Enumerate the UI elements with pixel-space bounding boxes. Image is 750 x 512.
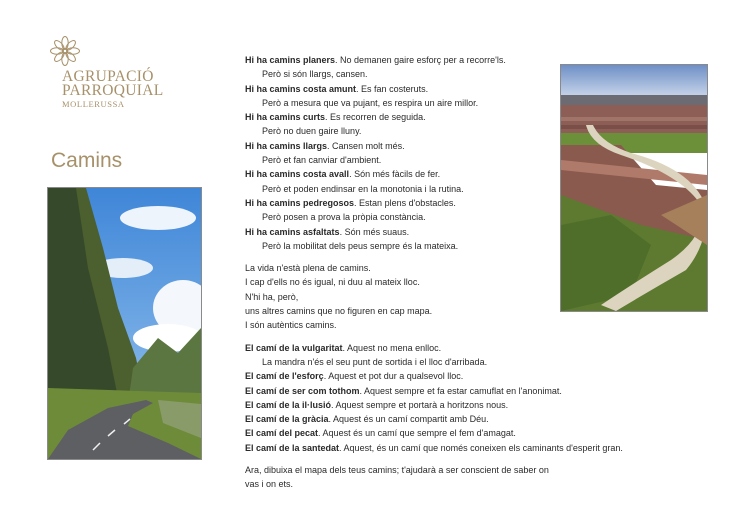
cami-item-title: El camí de ser com tothom xyxy=(245,385,360,396)
cami-description: . Es recorren de seguida. xyxy=(325,112,426,123)
cami-subline: Però posen a prova la pròpia constància. xyxy=(262,212,426,223)
cami-subline: Però a mesura que va pujant, es respira un aire millor. xyxy=(262,97,479,108)
cami-list xyxy=(245,341,623,455)
cami-prefix: Hi ha camins xyxy=(245,55,304,65)
cami-item-text: . Aquest és un camí que sempre el fem d'amagat. xyxy=(318,428,516,439)
cami-prefix: Hi ha camins xyxy=(245,169,304,180)
logo-line-1: AGRUPACIÓ xyxy=(62,68,154,85)
cami-description: . Cansen molt més. xyxy=(327,140,405,151)
cami-keyword: pedregosos xyxy=(303,197,355,208)
cami-subline: Però la mobilitat dels peus sempre és la mateixa. xyxy=(262,240,459,251)
logo xyxy=(48,34,168,109)
cami-item-text: . Aquest et pot dur a qualsevol lloc. xyxy=(323,371,464,382)
cami-keyword: llargs xyxy=(303,140,328,151)
vida-line: N'hi ha, però, xyxy=(245,291,299,302)
cami-description: . Són més fàcils de fer. xyxy=(349,169,441,180)
cami-line xyxy=(245,110,560,124)
cami-line xyxy=(245,139,560,153)
cami-line xyxy=(245,82,560,96)
cami-prefix: Hi ha camins xyxy=(245,112,304,123)
cami-item xyxy=(245,398,560,412)
cami-item-text: . Aquest sempre et portarà a horitzons nous. xyxy=(331,399,509,410)
vida-line: uns altres camins que no figuren en cap mapa. xyxy=(245,306,433,317)
cami-item xyxy=(245,341,560,355)
cami-subline: Però et poden endinsar en la monotonia i la rutina. xyxy=(262,183,464,194)
cami-item-title: El camí de la gràcia xyxy=(245,414,329,425)
poem-text xyxy=(245,53,623,492)
cami-prefix: Hi ha camins xyxy=(245,197,304,208)
cami-description: . Es fan costeruts. xyxy=(356,83,429,94)
cami-item-text: . Aquest no mena enlloc. xyxy=(342,342,442,353)
cami-line xyxy=(245,53,560,67)
cami-item xyxy=(245,412,560,426)
cami-item-title: El camí del pecat xyxy=(245,428,319,439)
cami-subline: Però si són llargs, cansen. xyxy=(262,69,368,80)
logo-line-3: MOLLERUSSA xyxy=(62,99,125,109)
cami-subline: Però no duen gaire lluny. xyxy=(262,126,362,137)
countryside-path-photo xyxy=(560,64,708,312)
vida-paragraph xyxy=(245,261,560,332)
cami-keyword: curts xyxy=(303,112,326,123)
cami-prefix: Hi ha camins xyxy=(245,83,304,94)
cami-item-title: El camí de la santedat xyxy=(245,442,340,453)
cami-item xyxy=(245,426,560,440)
cami-line xyxy=(245,196,560,210)
flower-emblem-icon xyxy=(48,34,82,68)
cami-keyword: planers xyxy=(303,55,336,65)
cami-prefix: Hi ha camins xyxy=(245,226,304,237)
cami-line xyxy=(245,167,560,181)
page-title: Camins xyxy=(51,149,123,172)
cami-keyword: asfaltats xyxy=(303,226,340,237)
logo-line-2: PARROQUIAL xyxy=(62,82,164,99)
cami-item-title: El camí de la vulgaritat xyxy=(245,342,343,353)
cami-subline: Però et fan canviar d'ambient. xyxy=(262,155,382,166)
vida-line: La vida n'està plena de camins. xyxy=(245,263,371,274)
cami-item-text: . Aquest, és un camí que només coneixen els caminants d'esperit gran. xyxy=(339,442,623,453)
cami-item xyxy=(245,441,623,455)
cami-description: . Són més suaus. xyxy=(339,226,410,237)
cami-item-title: El camí de la il·lusió xyxy=(245,399,332,410)
cami-item-text: . Aquest és un camí compartit amb Déu. xyxy=(328,414,489,425)
vida-line: I cap d'ells no és igual, ni duu al mateix lloc. xyxy=(245,277,420,288)
cami-description: . Estan plens d'obstacles. xyxy=(354,197,456,208)
cami-keyword: costa avall xyxy=(303,169,350,180)
closing-line: Ara, dibuixa el mapa dels teus camins; t'ajudarà a ser conscient de saber on vas i on ets. xyxy=(245,465,549,490)
cami-item-text: . Aquest sempre et fa estar camuflat en l'anonimat. xyxy=(359,385,562,396)
vida-line: I són autèntics camins. xyxy=(245,320,337,331)
cami-item xyxy=(245,384,560,398)
cami-line xyxy=(245,225,560,239)
cami-description: . No demanen gaire esforç per a recorre'ls. xyxy=(335,55,506,65)
cami-prefix: Hi ha camins xyxy=(245,140,304,151)
cami-keyword: costa amunt xyxy=(303,83,357,94)
cami-item xyxy=(245,369,560,383)
mountain-road-photo xyxy=(47,187,202,460)
camins-list xyxy=(245,53,560,253)
cami-item-title: El camí de l'esforç xyxy=(245,371,324,382)
cami-item-subline: La mandra n'és el seu punt de sortida i el lloc d'arribada. xyxy=(262,356,488,367)
